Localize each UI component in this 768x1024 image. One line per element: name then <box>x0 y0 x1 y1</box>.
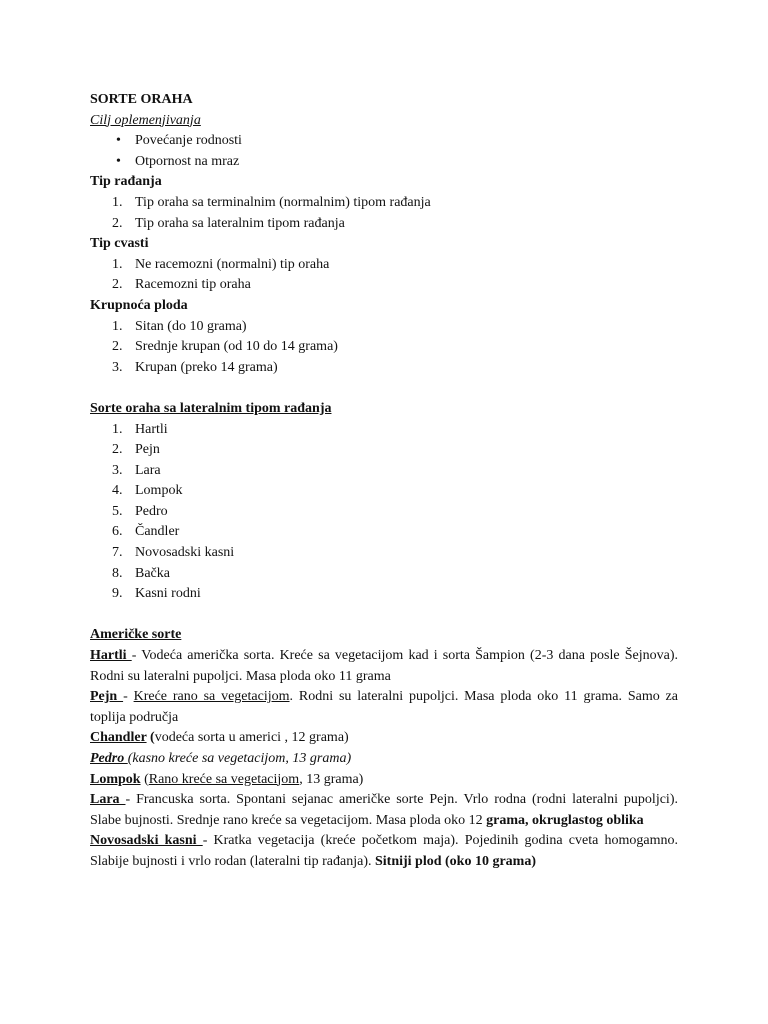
fruit-size-heading: Krupnoća ploda <box>90 297 188 313</box>
variety-name: Chandler <box>90 730 147 746</box>
list-item-text: Krupan (preko 14 grama) <box>135 359 278 375</box>
list-item: 9. Kasni rodni <box>112 586 201 602</box>
variety-description: . Rodni su lateralni pupoljci. Masa ploda oko 11 grama. Samo za toplija područja <box>90 689 678 725</box>
spacer <box>90 605 678 626</box>
lateral-varieties-heading <box>90 399 678 420</box>
goals-list <box>90 131 678 172</box>
list-item: • Otpornost na mraz <box>90 152 678 173</box>
variety-description: vodeća sorta u americi , 12 grama) <box>154 730 349 746</box>
list-item: 8. Bačka <box>112 565 170 581</box>
goals-heading-text: Cilj oplemenjivanja <box>90 112 201 128</box>
list-item: 1. Tip oraha sa terminalnim (normalnim) tipom rađanja <box>112 194 431 210</box>
variety-description-bold: Sitniji plod (oko 10 grama) <box>374 853 536 869</box>
list-item-text: Ne racemozni (normalni) tip oraha <box>135 256 330 272</box>
list-item-text: Novosadski kasni <box>135 545 235 561</box>
inflorescence-list <box>90 255 678 296</box>
list-item: 3. Lara <box>112 462 161 478</box>
document-title: SORTE ORAHA <box>90 92 193 107</box>
list-item: 2. Pejn <box>112 442 160 458</box>
list-item-text: Kasni rodni <box>135 586 201 602</box>
list-item-text: Bačka <box>135 565 170 581</box>
variety-description: Vodeća američka sorta. Kreće sa vegetacijom kad i sorta Šampion (2-3 dana posle Šejnova). Rodni su lateralni pupoljci. Masa ploda oko 11 grama <box>90 648 679 684</box>
list-item-text: Racemozni tip oraha <box>135 277 251 293</box>
variety-name: Lara <box>90 792 126 808</box>
variety-name: Novosadski kasni <box>90 833 203 849</box>
list-item: 2. Srednje krupan (od 10 do 14 grama) <box>112 339 338 355</box>
list-item: 2. Racemozni tip oraha <box>112 277 251 293</box>
paren-open: ( <box>140 771 149 787</box>
list-item-text: Čandler <box>135 524 180 540</box>
fruit-size-list <box>90 317 678 379</box>
separator: - <box>125 792 137 808</box>
list-item-text: Pedro <box>135 503 168 519</box>
list-item: 4. Lompok <box>112 483 183 499</box>
spacer <box>90 378 678 399</box>
variety-description: Francuska sorta. Spontani sejanac američke sorte Pejn. Vrlo rodna (rodni lateralni pupoljci). Slabe bujnosti. Srednje rano kreće sa vegetacijom. Masa ploda oko 12 <box>90 792 678 828</box>
bearing-list <box>90 193 678 234</box>
list-item: 5. Pedro <box>112 503 168 519</box>
american-heading <box>90 625 678 646</box>
bearing-heading: Tip rađanja <box>90 174 162 190</box>
separator: - <box>202 833 214 849</box>
inflorescence-heading: Tip cvasti <box>90 236 149 252</box>
lateral-varieties-heading-text: Sorte oraha sa lateralnim tipom rađanja <box>90 400 332 416</box>
variety-name: Hartli <box>90 648 132 664</box>
list-item: 1. Hartli <box>112 421 168 437</box>
list-item: 3. Krupan (preko 14 grama) <box>112 359 278 375</box>
variety-name: Pejn <box>90 689 124 705</box>
list-item-text: Pejn <box>135 442 160 458</box>
variety-lompok <box>90 770 678 791</box>
variety-hartli <box>90 646 678 687</box>
variety-novosadski-kasni <box>90 831 678 872</box>
list-item-text: Tip oraha sa terminalnim (normalnim) tipom rađanja <box>135 194 431 210</box>
list-item-text: Sitan (do 10 grama) <box>135 318 247 334</box>
list-item: 1. Sitan (do 10 grama) <box>112 318 247 334</box>
goals-heading <box>90 111 678 132</box>
variety-pejn <box>90 687 678 728</box>
list-item: 6. Čandler <box>112 524 180 540</box>
american-heading-text: Američke sorte <box>90 627 182 643</box>
variety-chandler <box>90 728 678 749</box>
variety-pedro <box>90 749 678 770</box>
variety-name: Lompok <box>90 771 141 787</box>
lateral-varieties-list <box>90 420 678 605</box>
separator: - <box>123 689 134 705</box>
variety-description-bold: grama, okruglastog oblika <box>486 812 644 828</box>
variety-name: Pedro <box>90 751 128 766</box>
list-item-text: Lara <box>135 462 161 478</box>
list-item-text: Tip oraha sa lateralnim tipom rađanja <box>135 215 345 231</box>
list-item: • Povećanje rodnosti <box>90 131 678 152</box>
list-item: 2. Tip oraha sa lateralnim tipom rađanja <box>112 215 345 231</box>
separator: - <box>131 648 142 664</box>
variety-description: Kratka vegetacija (kreće početkom maja). Pojedinih godina cveta homogamno. Slabije bujnosti i vrlo rodan (lateralni tip rađanja). <box>90 833 678 869</box>
list-item-text: Srednje krupan (od 10 do 14 grama) <box>135 339 338 355</box>
list-item-text: Lompok <box>135 483 183 499</box>
list-item: 1. Ne racemozni (normalni) tip oraha <box>112 256 330 272</box>
variety-lara <box>90 790 678 831</box>
variety-description: , 13 grama) <box>299 771 364 787</box>
paren-open: ( <box>146 730 155 746</box>
list-item: 7. Novosadski kasni <box>112 545 235 561</box>
variety-description-underlined: Kreće rano sa vegetacijom <box>133 689 290 705</box>
variety-description-underlined: Rano kreće sa vegetacijom <box>148 771 300 787</box>
list-item-text: Hartli <box>135 421 168 437</box>
variety-description: (kasno kreće sa vegetacijom, 13 grama) <box>127 751 352 766</box>
